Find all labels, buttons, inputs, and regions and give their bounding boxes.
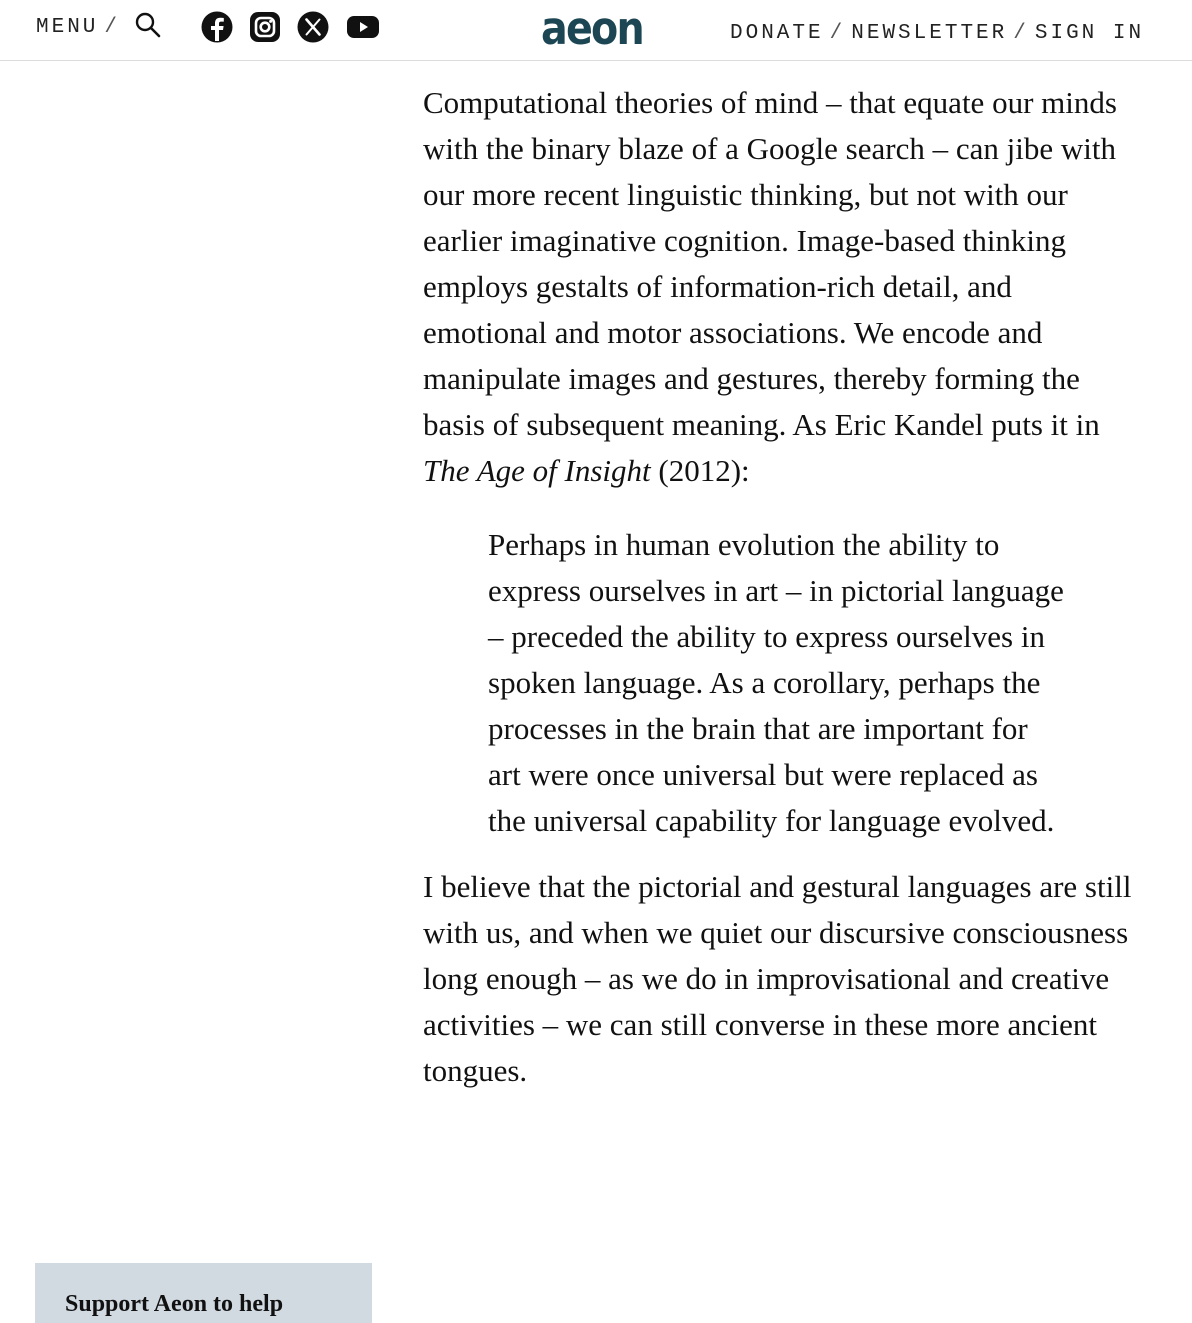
article-paragraph	[423, 80, 1133, 494]
article-paragraph: I believe that the pictorial and gestural languages are still with us, and when we quiet our discursive consciousness long enough – as we do in improvisational and creative activities – we can still converse in these more ancient tongues.	[423, 869, 1132, 1088]
top-nav	[730, 22, 1144, 45]
menu-label: MENU	[36, 16, 99, 39]
youtube-icon[interactable]	[346, 10, 380, 44]
article-body	[423, 80, 1133, 1094]
facebook-icon[interactable]	[200, 10, 234, 44]
nav-separator: /	[1013, 22, 1029, 45]
x-icon[interactable]	[296, 10, 330, 44]
support-card[interactable]	[35, 1263, 372, 1323]
donate-link[interactable]: DONATE	[730, 22, 824, 45]
blockquote: Perhaps in human evolution the ability to express ourselves in art – in pictorial language – preceded the ability to express ourselves in spoken language. As a corollary, perhaps the processes in the brain that are important for art were once universal but were replaced as the universal capability for language evolved.	[488, 527, 1064, 838]
menu-separator: /	[104, 16, 121, 39]
book-year: (2012):	[650, 453, 750, 488]
aeon-logo[interactable]: aeon	[541, 2, 643, 55]
newsletter-link[interactable]: NEWSLETTER	[851, 22, 1008, 45]
menu-button[interactable]	[36, 16, 120, 39]
book-title: The Age of Insight	[423, 453, 651, 488]
paragraph-text: Computational theories of mind – that equate our minds with the binary blaze of a Google search – can jibe with our more recent linguistic thinking, but not with our earlier imaginative cognition. Image-based thinking employs gestalts of information-rich detail, and emotional and motor associations. We encode and manipulate images and gestures, thereby forming the basis of subsequent meaning. As Eric Kandel puts it in	[423, 85, 1117, 442]
instagram-icon[interactable]	[248, 10, 282, 44]
support-text: Support Aeon to help	[65, 1291, 284, 1317]
sign-in-link[interactable]: SIGN IN	[1034, 22, 1145, 45]
nav-separator: /	[829, 22, 846, 45]
site-header	[0, 0, 1192, 61]
search-icon[interactable]	[134, 11, 162, 39]
